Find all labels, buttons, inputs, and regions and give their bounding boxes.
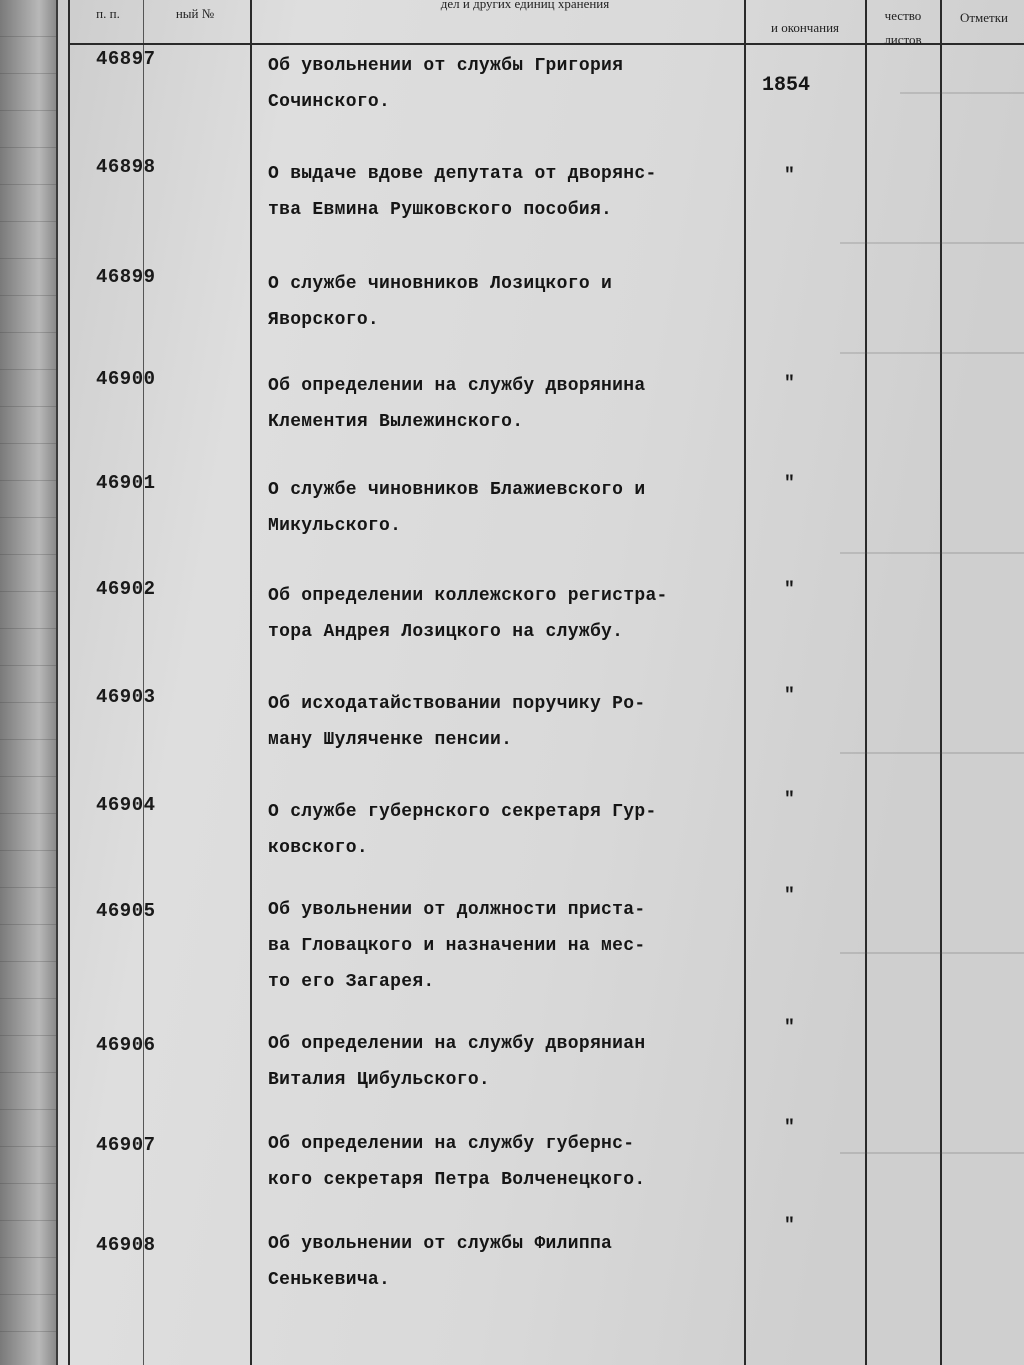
record-number: 46904 [96, 794, 156, 816]
record-number: 46905 [96, 900, 156, 922]
header-col-notes: Отметки [959, 10, 1009, 25]
show-through-line [840, 952, 1024, 954]
record-number: 46899 [96, 266, 156, 288]
header-col-sheets-2: листов [884, 32, 922, 47]
record-title: О службе чиновников Блажиевского и Микульского. [268, 480, 646, 536]
show-through-line [840, 752, 1024, 754]
record-date: 1854 [762, 74, 811, 97]
record-title: Об определении на службу дворянина Клементия Вылежинского. [268, 376, 646, 432]
show-through-line [840, 552, 1024, 554]
record-ditto-mark: " [784, 886, 795, 906]
column-rule-left [68, 0, 70, 1365]
record-number: 46898 [96, 156, 156, 178]
record-number: 46903 [96, 686, 156, 708]
column-rule-sheets [865, 0, 867, 1365]
record-title: Об исходатайствовании поручику Ро- ману Шуляченке пенсии. [268, 694, 646, 750]
record-number: 46908 [96, 1234, 156, 1256]
record-number: 46897 [96, 48, 156, 70]
record-ditto-mark: " [784, 580, 795, 600]
record-ditto-mark: " [784, 1018, 795, 1038]
record-ditto-mark: " [784, 474, 795, 494]
header-col-dates: и окончания [770, 20, 840, 35]
header-col-inv: ный № [175, 6, 215, 21]
show-through-line [900, 92, 1024, 94]
record-title: Об определении коллежского регистра- тора Андрея Лозицкого на службу. [268, 586, 668, 642]
show-through-line [840, 242, 1024, 244]
show-through-line [840, 1152, 1024, 1154]
page-binding-edge [0, 0, 58, 1365]
record-title: О выдаче вдове депутата от дворянс- тва Евмина Рушковского пособия. [268, 164, 657, 220]
record-title: О службе чиновников Лозицкого и Яворского. [268, 274, 613, 330]
column-rule-title [250, 0, 252, 1365]
record-ditto-mark: " [784, 166, 795, 186]
record-ditto-mark: " [784, 1118, 795, 1138]
record-ditto-mark: " [784, 1216, 795, 1236]
show-through-line [840, 352, 1024, 354]
record-ditto-mark: " [784, 374, 795, 394]
record-number: 46900 [96, 368, 156, 390]
record-title: Об определении на службу дворяниан Виталия Цибульского. [268, 1034, 646, 1090]
record-title: Об увольнении от службы Григория Сочинского. [268, 56, 624, 112]
header-col-num: п. п. [96, 6, 120, 21]
column-rule-num [143, 0, 144, 1365]
record-title: Об увольнении от должности приста- ва Гловацкого и назначении на мес- то его Загарея. [268, 900, 646, 992]
record-title: Об увольнении от службы Филиппа Сенькевича. [268, 1234, 613, 1290]
record-number: 46901 [96, 472, 156, 494]
record-title: Об определении на службу губернс- кого секретаря Петра Волченецкого. [268, 1134, 646, 1190]
record-number: 46902 [96, 578, 156, 600]
record-ditto-mark: " [784, 790, 795, 810]
record-number: 46907 [96, 1134, 156, 1156]
column-rule-notes [940, 0, 942, 1365]
record-number: 46906 [96, 1034, 156, 1056]
header-col-sheets-1: чество [884, 8, 922, 23]
record-title: О службе губернского секретаря Гур- ковского. [268, 802, 657, 858]
record-ditto-mark: " [784, 686, 795, 706]
header-col-title: дел и других единиц хранения [440, 0, 610, 11]
